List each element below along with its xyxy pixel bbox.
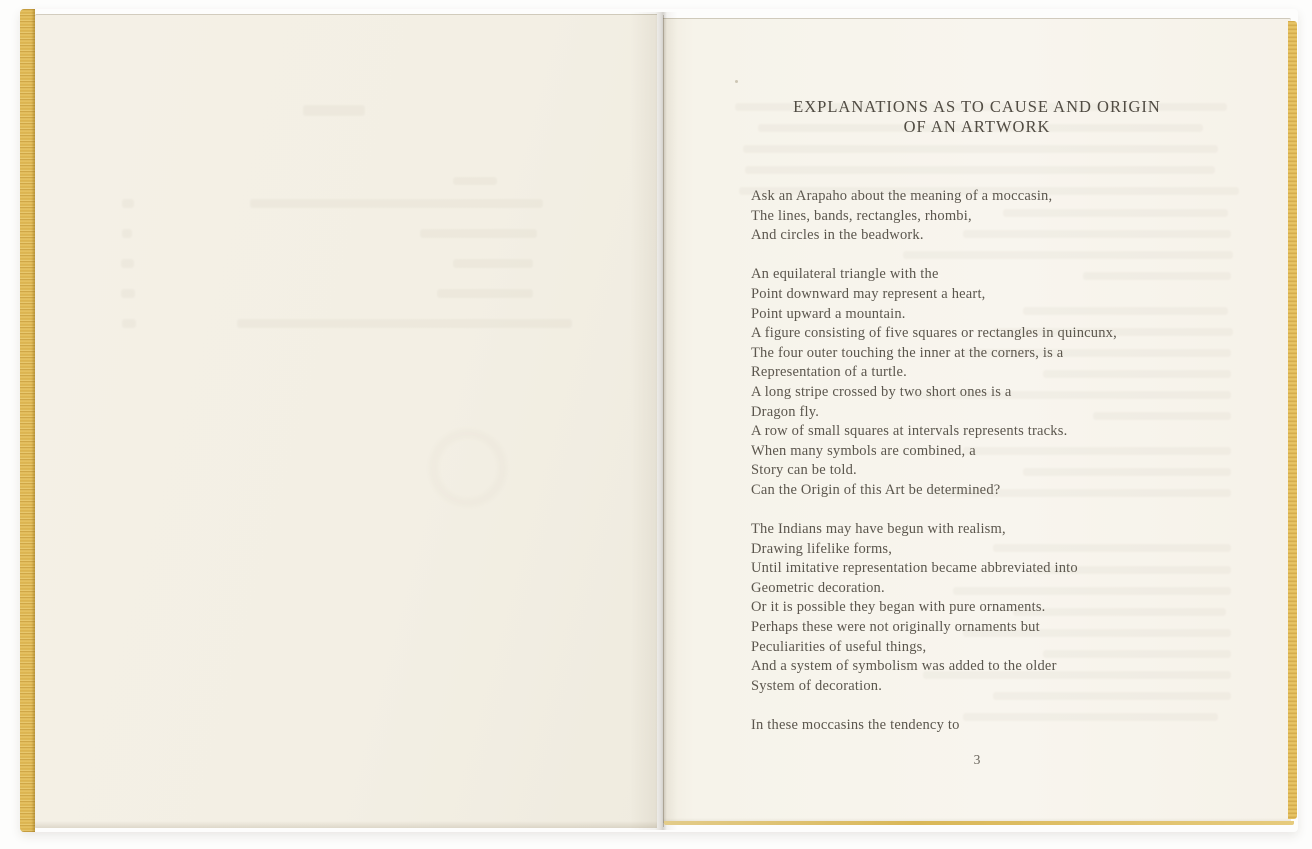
poem-line: Dragon fly. — [751, 403, 820, 420]
poem-line: System of decoration. — [751, 677, 883, 694]
paper-speck — [735, 80, 738, 83]
open-book — [20, 9, 1298, 832]
ghost-text-line — [121, 259, 134, 268]
page-number: 3 — [973, 752, 981, 767]
poem-stanza-1 — [751, 187, 1221, 246]
ghost-text-line — [237, 319, 572, 328]
poem-stanza-4 — [751, 716, 1221, 736]
poem-line: Peculiarities of useful things, — [751, 638, 927, 655]
left-page-blank — [35, 14, 657, 828]
ghost-text-line — [122, 199, 134, 208]
poem-line: Point downward may represent a heart, — [751, 285, 986, 302]
poem-line: The four outer touching the inner at the corners, is a — [751, 344, 1064, 361]
ghost-text-line — [121, 289, 135, 298]
poem-line: Story can be told. — [751, 462, 857, 479]
book-gutter-fold-line — [663, 15, 664, 827]
right-page — [663, 18, 1291, 823]
poem-line: The lines, bands, rectangles, rhombi, — [751, 207, 972, 224]
ghost-text-line — [122, 319, 136, 328]
poem-line: Representation of a turtle. — [751, 364, 907, 381]
gilded-fore-edge — [1288, 21, 1297, 819]
ghost-text-line — [420, 229, 537, 238]
gilded-bottom-edge — [664, 821, 1294, 825]
ghost-text-line — [745, 166, 1215, 174]
poem-title-line-2: OF AN ARTWORK — [903, 117, 1051, 136]
poem-line: And circles in the beadwork. — [751, 227, 924, 244]
poem-line: Ask an Arapaho about the meaning of a moccasin, — [751, 188, 1053, 204]
poem-line: The Indians may have begun with realism, — [751, 521, 1006, 538]
poem-line: A row of small squares at intervals represents tracks. — [751, 423, 1068, 440]
poem-line: A figure consisting of five squares or rectangles in quincunx, — [751, 325, 1117, 342]
poem-title-line-1: EXPLANATIONS AS TO CAUSE AND ORIGIN — [793, 97, 1161, 116]
poem-line: When many symbols are combined, a — [751, 442, 976, 459]
ghost-text-line — [122, 229, 132, 238]
poem-line: And a system of symbolism was added to the older — [751, 658, 1057, 675]
poem-line: Can the Origin of this Art be determined? — [751, 481, 1001, 498]
gilded-spine-edge — [20, 9, 35, 832]
poem-line: Until imitative representation became abbreviated into — [751, 560, 1078, 577]
poem-stanza-2 — [751, 265, 1221, 500]
ghost-text-line — [437, 289, 533, 298]
poem-line: A long stripe crossed by two short ones is a — [751, 383, 1012, 400]
ghost-circle-mark — [429, 429, 507, 507]
poem-stanza-3 — [751, 520, 1221, 696]
poem-line: An equilateral triangle with the — [751, 266, 939, 283]
ghost-text-line — [250, 199, 543, 208]
poem-line: Geometric decoration. — [751, 579, 885, 596]
poem-line: Point upward a mountain. — [751, 305, 906, 322]
poem-body — [751, 187, 1221, 755]
poem-line: Drawing lifelike forms, — [751, 540, 893, 557]
ghost-text-line — [743, 145, 1218, 153]
poem-title — [663, 97, 1291, 137]
ghost-text-line — [453, 259, 533, 268]
poem-line: Or it is possible they began with pure ornaments. — [751, 599, 1046, 616]
poem-line: Perhaps these were not originally ornaments but — [751, 619, 1040, 636]
poem-line: In these moccasins the tendency to — [751, 717, 960, 734]
ghost-text-line — [453, 177, 497, 185]
ghost-text-line — [303, 105, 365, 116]
